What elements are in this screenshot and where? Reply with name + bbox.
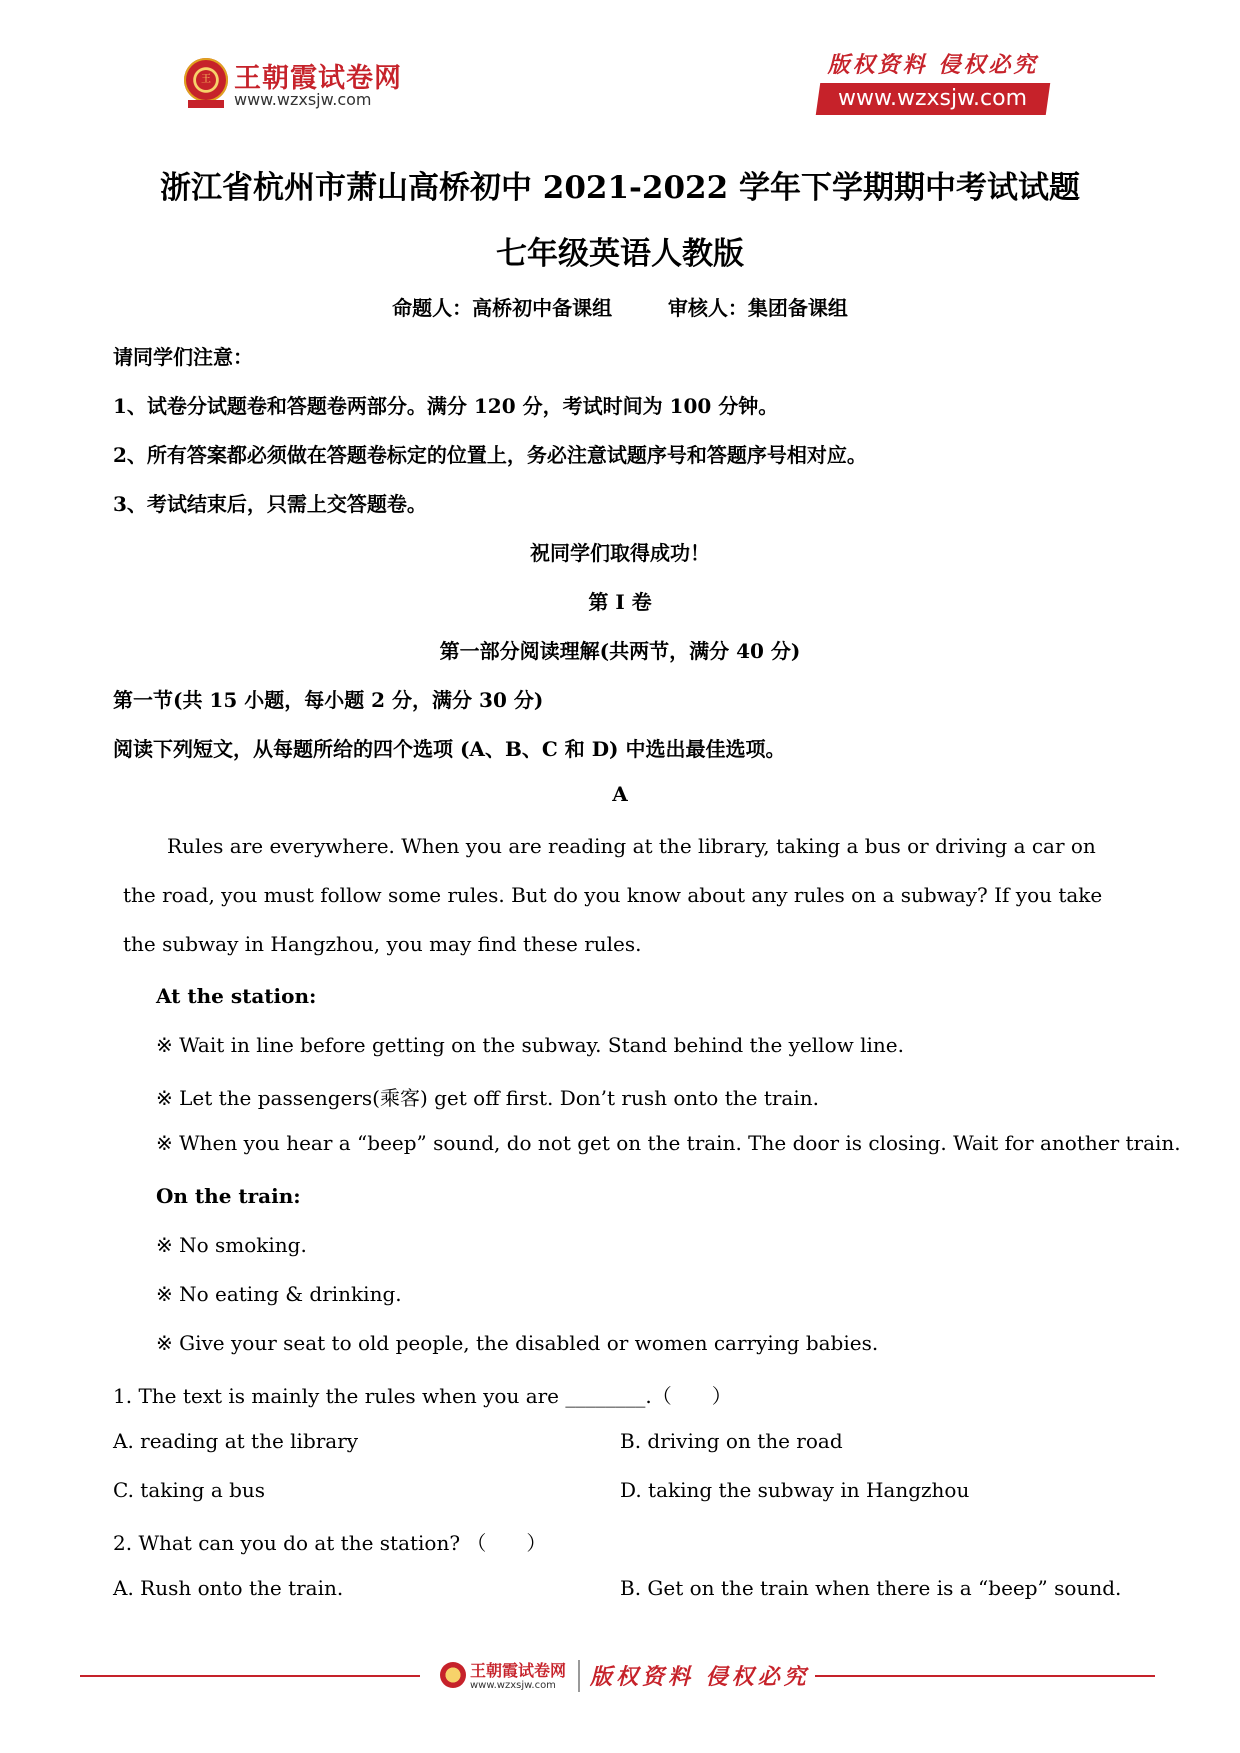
ribbon-icon <box>188 100 224 108</box>
brand-logo <box>180 54 420 114</box>
notice-heading: 请同学们注意： <box>113 345 253 369</box>
notice-item: 3、考试结束后，只需上交答题卷。 <box>113 492 427 516</box>
train-rule: ※ No eating & drinking. <box>156 1282 402 1306</box>
copyright-text: 版权资料 侵权必究 <box>827 52 1039 78</box>
copyright-url: www.wzxsjw.com <box>838 86 1028 111</box>
seal-icon: 王 <box>184 58 228 102</box>
answer-option: C. taking a bus <box>113 1478 266 1502</box>
wish-text: 祝同学们取得成功！ <box>530 541 710 565</box>
station-rule: ※ Let the passengers(乘客) get off first. Don’t rush onto the train. <box>156 1086 819 1110</box>
question-stem: 1. The text is mainly the rules when you are ________.（ ） <box>113 1384 732 1408</box>
footer-logo-url: www.wzxsjw.com <box>470 1680 556 1691</box>
station-rule: ※ When you hear a “beep” sound, do not get on the train. The door is closing. Wait for another train. <box>156 1131 1181 1155</box>
notice-item: 2、所有答案都必须做在答题卷标定的位置上，务必注意试题序号和答题序号相对应。 <box>113 443 867 467</box>
answer-option: A. Rush onto the train. <box>113 1576 344 1600</box>
footer-copyright-text: 版权资料 侵权必究 <box>590 1664 810 1690</box>
seal-icon <box>440 1662 466 1688</box>
footer-divider-right <box>815 1675 1155 1677</box>
station-heading: At the station: <box>156 984 317 1008</box>
train-rule: ※ No smoking. <box>156 1233 307 1257</box>
answer-option: B. Get on the train when there is a “beep” sound. <box>620 1576 1122 1600</box>
footer-logo-title: 王朝霞试卷网 <box>470 1661 567 1680</box>
answer-option: B. driving on the road <box>620 1429 843 1453</box>
passage-intro-text: Rules are everywhere. When you are reading at the library, taking a bus or driving a car on the road, you must follow some rules. But do you know about any rules on a subway? If you take the subway in Hangzhou, you may find these rules. <box>123 834 1103 956</box>
footer-divider-left <box>80 1675 420 1677</box>
notice-item: 1、试卷分试题卷和答题卷两部分。满分 120 分，考试时间为 100 分钟。 <box>113 394 779 418</box>
logo-url: www.wzxsjw.com <box>234 90 372 109</box>
train-heading: On the train: <box>156 1184 301 1208</box>
station-rule: ※ Wait in line before getting on the subway. Stand behind the yellow line. <box>156 1033 904 1057</box>
passage-label: A <box>612 782 628 806</box>
author-line: 命题人：高桥初中备课组 审核人：集团备课组 <box>392 296 848 320</box>
exam-title: 浙江省杭州市萧山高桥初中 2021-2022 学年下学期期中考试试题 <box>159 170 1080 206</box>
footer-logo <box>440 1658 590 1698</box>
answer-option: A. reading at the library <box>113 1429 359 1453</box>
passage-intro <box>123 822 1123 969</box>
instruction-text: 阅读下列短文，从每题所给的四个选项 (A、B、C 和 D) 中选出最佳选项。 <box>113 737 786 761</box>
copyright-badge <box>818 48 1048 115</box>
footer-separator <box>578 1660 580 1692</box>
volume-heading: 第 I 卷 <box>588 590 652 614</box>
train-rule: ※ Give your seat to old people, the disabled or women carrying babies. <box>156 1331 879 1355</box>
exam-subtitle: 七年级英语人教版 <box>496 236 744 272</box>
question-stem: 2. What can you do at the station? （ ） <box>113 1531 547 1555</box>
subsection-heading: 第一节(共 15 小题，每小题 2 分，满分 30 分) <box>113 688 544 712</box>
part-heading: 第一部分阅读理解(共两节，满分 40 分) <box>439 639 801 663</box>
answer-option: D. taking the subway in Hangzhou <box>620 1478 970 1502</box>
logo-title: 王朝霞试卷网 <box>234 63 402 94</box>
copyright-url-banner <box>816 83 1050 115</box>
